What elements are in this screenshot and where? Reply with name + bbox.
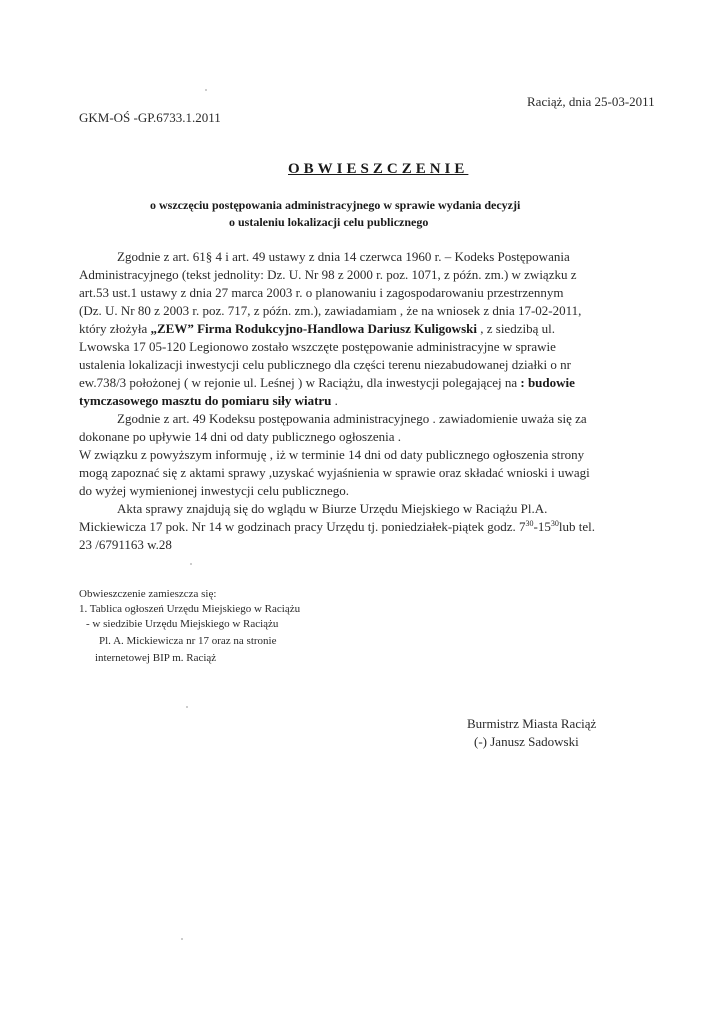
body-line: do wyżej wymienionej inwestycji celu publicznego. <box>79 483 350 498</box>
body-line: Zgodnie z art. 49 Kodeksu postępowania administracyjnego . zawiadomienie uważa się za <box>117 411 587 426</box>
time-superscript: 30 <box>550 519 559 528</box>
body-line: (Dz. U. Nr 80 z 2003 r. poz. 717, z późn. zm.), zawiadamiam , że na wniosek z dnia 17-02-2011, <box>79 303 582 318</box>
body-line <box>79 376 575 389</box>
scan-speck <box>205 89 207 91</box>
time-superscript: 30 <box>525 519 534 528</box>
body-line: Akta sprawy znajdują się do wglądu w Biurze Urzędu Miejskiego w Raciążu Pl.A. <box>117 501 548 516</box>
body-line: Administracyjnego (tekst jednolity: Dz. U. Nr 98 z 2000 r. poz. 1071, z późn. zm.) w związku z <box>79 267 577 282</box>
body-line: 23 /6791163 w.28 <box>79 537 172 552</box>
body-line: Lwowska 17 05-120 Legionowo zostało wszczęte postępowanie administracyjne w sprawie <box>79 339 556 354</box>
body-line: Zgodnie z art. 61§ 4 i art. 49 ustawy z dnia 14 czerwca 1960 r. – Kodeks Postępowania <box>117 249 570 264</box>
body-line: W związku z powyższym informuję , iż w terminie 14 dni od daty publicznego ogłoszenia strony <box>79 447 585 462</box>
body-line: mogą zapoznać się z aktami sprawy ,uzyskać wyjaśnienia w sprawie oraz składać wnioski i uwagi <box>79 465 590 480</box>
document-title: OBWIESZCZENIE <box>288 161 469 177</box>
company-name: „ZEW” Firma Rodukcyjno-Handlowa Dariusz Kuligowski <box>150 321 477 336</box>
body-line <box>79 394 338 407</box>
investment-subject: tymczasowego masztu do pomiaru siły wiatru <box>79 393 332 408</box>
scan-speck <box>190 563 192 565</box>
body-line <box>79 520 595 533</box>
body-text: lub tel. <box>558 519 595 534</box>
body-text: -15 <box>533 519 551 534</box>
notice-item: - w siedzibie Urzędu Miejskiego w Raciążu <box>86 618 279 630</box>
body-text: . <box>331 393 338 408</box>
scan-speck <box>181 938 183 940</box>
subtitle-line-1: o wszczęciu postępowania administracyjnego w sprawie wydania decyzji <box>150 198 521 212</box>
body-line <box>79 322 555 335</box>
place-and-date: Raciąż, dnia 25-03-2011 <box>527 94 655 109</box>
scan-speck <box>186 706 188 708</box>
investment-subject: : budowie <box>520 375 575 390</box>
reference-number: GKM-OŚ -GP.6733.1.2011 <box>79 110 221 125</box>
body-text: ew.738/3 położonej ( w rejonie ul. Leśnej ) w Raciążu, dla inwestycji polegającej na <box>79 375 521 390</box>
body-line: dokonane po upływie 14 dni od daty publicznego ogłoszenia . <box>79 429 402 444</box>
body-line: art.53 ust.1 ustawy z dnia 27 marca 2003 r. o planowaniu i zagospodarowaniu przestrzennym <box>79 285 564 300</box>
subtitle-line-2: o ustaleniu lokalizacji celu publicznego <box>229 215 429 229</box>
signature-title: Burmistrz Miasta Raciąż <box>467 716 597 731</box>
body-text: który złożyła <box>79 321 151 336</box>
notice-item: 1. Tablica ogłoszeń Urzędu Miejskiego w Raciążu <box>79 603 301 615</box>
signature-name: (-) Janusz Sadowski <box>474 734 579 749</box>
notice-item: internetowej BIP m. Raciąż <box>95 652 217 664</box>
body-text: Mickiewicza 17 pok. Nr 14 w godzinach pracy Urzędu tj. poniedziałek-piątek godz. 7 <box>79 519 526 534</box>
body-line: ustalenia lokalizacji inwestycji celu publicznego dla części terenu niezabudowanej działki o nr <box>79 357 571 372</box>
notice-heading: Obwieszczenie zamieszcza się: <box>79 588 217 600</box>
notice-item: Pl. A. Mickiewicza nr 17 oraz na stronie <box>99 635 277 647</box>
body-text: , z siedzibą ul. <box>476 321 555 336</box>
